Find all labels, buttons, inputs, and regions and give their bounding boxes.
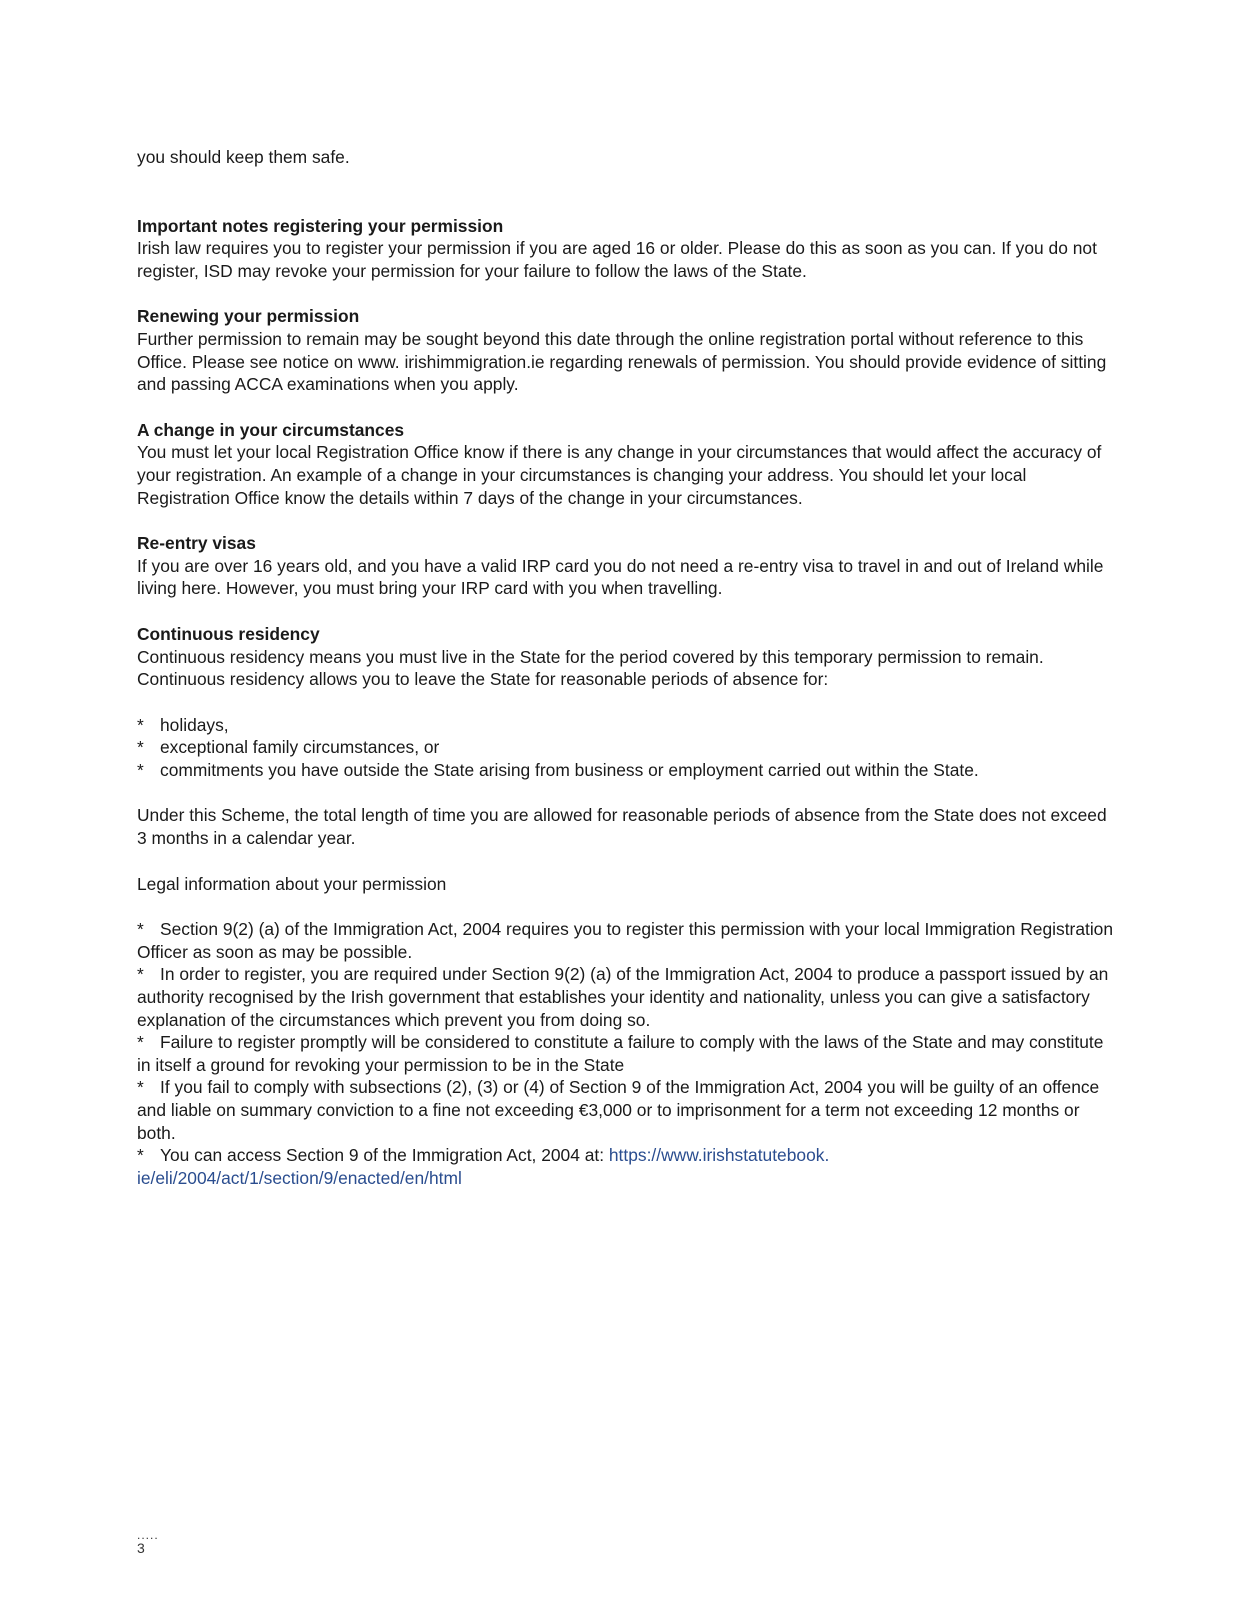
page-footer xyxy=(137,1530,159,1556)
legal-item xyxy=(137,1076,1117,1144)
legal-item-text: Failure to register promptly will be considered to constitute a failure to comply with the laws of the State and may constitute in itself a ground for revoking your permission to be in the State xyxy=(137,1032,1104,1075)
legal-item xyxy=(137,918,1117,963)
section-heading: Renewing your permission xyxy=(137,306,360,327)
section-heading: Continuous residency xyxy=(137,623,320,644)
section-heading: Re-entry visas xyxy=(137,533,256,554)
legal-item-text: You can access Section 9 of the Immigration Act, 2004 at: xyxy=(160,1145,609,1166)
bullet-marker: * xyxy=(137,737,144,758)
section-continuous-residency xyxy=(137,623,1117,850)
bullet-marker: * xyxy=(137,714,144,735)
legal-item xyxy=(137,1031,1117,1076)
list-item-text: exceptional family circumstances, or xyxy=(160,737,440,758)
document-page xyxy=(137,146,1117,1189)
section-body: You must let your local Registration Office know if there is any change in your circumstances that would affect the accuracy of your registration. An example of a change in your circumstances is changing your address. You should let your local Registration Office know the details within 7 days of the change in your circumstances. xyxy=(137,442,1102,508)
section-reentry-visas xyxy=(137,532,1117,600)
statute-book-link[interactable]: https://www.irishstatutebook. xyxy=(608,1145,830,1166)
section-heading: Important notes registering your permission xyxy=(137,215,504,236)
scheme-text: Under this Scheme, the total length of time you are allowed for reasonable periods of absence from the State does not exceed 3 months in a calendar year. xyxy=(137,805,1107,849)
absence-reasons-list xyxy=(137,714,1117,782)
list-item-text: holidays, xyxy=(160,714,229,735)
intro-text: you should keep them safe. xyxy=(137,147,350,167)
legal-item xyxy=(137,963,1117,1031)
bullet-marker: * xyxy=(137,1077,144,1098)
legal-title: Legal information about your permission xyxy=(137,873,447,894)
section-body: Continuous residency means you must live in the State for the period covered by this temporary permission to remain. Continuous residency allows you to leave the State for reasonable periods of absence for: xyxy=(137,646,1044,690)
section-body: If you are over 16 years old, and you have a valid IRP card you do not need a re-entry visa to travel in and out of Ireland while living here. However, you must bring your IRP card with you when travelling. xyxy=(137,555,1104,599)
list-item xyxy=(137,714,1117,737)
legal-item-text: Section 9(2) (a) of the Immigration Act, 2004 requires you to register this permission with your local Immigration Registration Officer as soon as may be possible. xyxy=(137,919,1114,962)
legal-items xyxy=(137,918,1117,1189)
section-renewing xyxy=(137,305,1117,395)
bullet-marker: * xyxy=(137,1032,144,1053)
list-item-text: commitments you have outside the State arising from business or employment carried out within the State. xyxy=(160,759,979,780)
section-heading: A change in your circumstances xyxy=(137,419,405,440)
bullet-marker: * xyxy=(137,919,144,940)
list-item xyxy=(137,759,1117,782)
footer-dots: ..... xyxy=(137,1528,159,1542)
section-registering xyxy=(137,215,1117,283)
legal-item-text: In order to register, you are required under Section 9(2) (a) of the Immigration Act, 2004 to produce a passport issued by an authority recognised by the Irish government that establishes your identity and nationality, unless you can give a satisfactory explanation of the circumstances which prevent you from doing so. xyxy=(137,964,1109,1030)
bullet-marker: * xyxy=(137,1145,144,1166)
legal-item-text: If you fail to comply with subsections (2), (3) or (4) of Section 9 of the Immigration Act, 2004 you will be guilty of an offence and liable on summary conviction to a fine not exceeding €3,000 or to imprisonment for a term not exceeding 12 months or both. xyxy=(137,1077,1100,1143)
list-item xyxy=(137,736,1117,759)
legal-item xyxy=(137,1144,1117,1189)
bullet-marker: * xyxy=(137,759,144,780)
bullet-marker: * xyxy=(137,964,144,985)
section-body: Irish law requires you to register your permission if you are aged 16 or older. Please do this as soon as you can. If you do not register, ISD may revoke your permission for your failure to follow the laws of the State. xyxy=(137,238,1097,281)
section-change-circumstances xyxy=(137,419,1117,509)
statute-book-link-continued[interactable]: ie/eli/2004/act/1/section/9/enacted/en/html xyxy=(137,1167,462,1188)
section-body: Further permission to remain may be sought beyond this date through the online registration portal without reference to this Office. Please see notice on www. irishimmigration.ie regarding renewals of permission. You should provide evidence of sitting and passing ACCA examinations when you apply. xyxy=(137,328,1107,395)
page-number: 3 xyxy=(137,1540,145,1556)
